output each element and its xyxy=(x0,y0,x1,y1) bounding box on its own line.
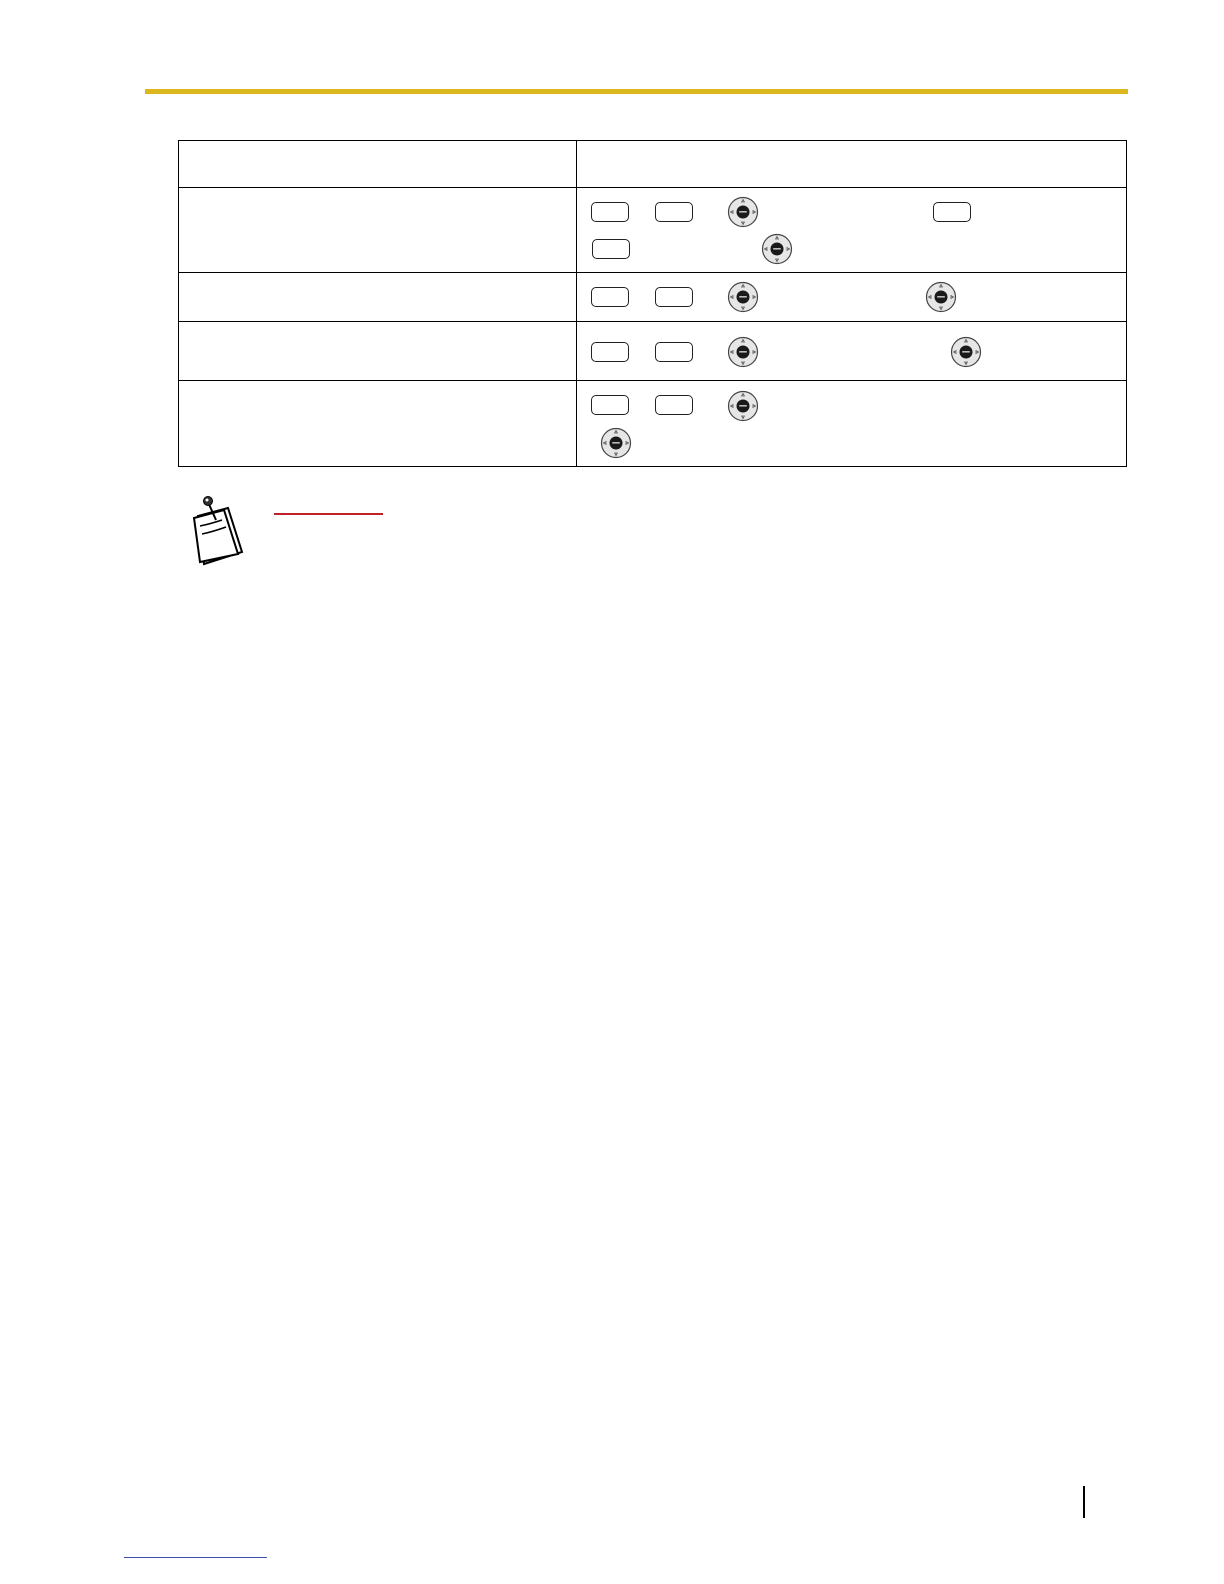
note-heading-link[interactable] xyxy=(274,513,383,515)
footer-link[interactable] xyxy=(124,1557,267,1558)
navigator-key-icon xyxy=(727,196,759,228)
soft-key xyxy=(655,202,693,222)
header-rule xyxy=(145,89,1128,94)
soft-key xyxy=(655,395,693,415)
table-row xyxy=(179,381,1127,467)
navigator-key-icon xyxy=(600,427,632,459)
procedure-cell xyxy=(577,188,1127,273)
soft-key xyxy=(591,287,629,307)
soft-key xyxy=(933,202,971,222)
navigator-key-icon xyxy=(727,390,759,422)
operation-cell xyxy=(179,381,577,467)
soft-key xyxy=(591,395,629,415)
operation-cell xyxy=(179,273,577,322)
operation-cell xyxy=(179,188,577,273)
soft-key xyxy=(591,202,629,222)
table-row xyxy=(179,273,1127,322)
soft-key xyxy=(655,287,693,307)
navigator-key-icon xyxy=(727,336,759,368)
procedure-cell xyxy=(577,381,1127,467)
table-header-row xyxy=(179,141,1127,188)
operation-cell xyxy=(179,322,577,381)
header-cell-operation xyxy=(179,141,577,188)
navigator-key-icon xyxy=(950,336,982,368)
procedure-cell xyxy=(577,322,1127,381)
soft-key xyxy=(655,342,693,362)
table-row xyxy=(179,188,1127,273)
procedure-cell xyxy=(577,273,1127,322)
soft-key xyxy=(592,239,630,259)
operation-table xyxy=(178,140,1127,467)
header-cell-procedure xyxy=(577,141,1127,188)
navigator-key-icon xyxy=(761,233,793,265)
navigator-key-icon xyxy=(727,281,759,313)
soft-key xyxy=(591,342,629,362)
table-row xyxy=(179,322,1127,381)
note-pad-icon xyxy=(186,494,250,566)
navigator-key-icon xyxy=(925,281,957,313)
page-number-divider xyxy=(1083,1486,1085,1518)
